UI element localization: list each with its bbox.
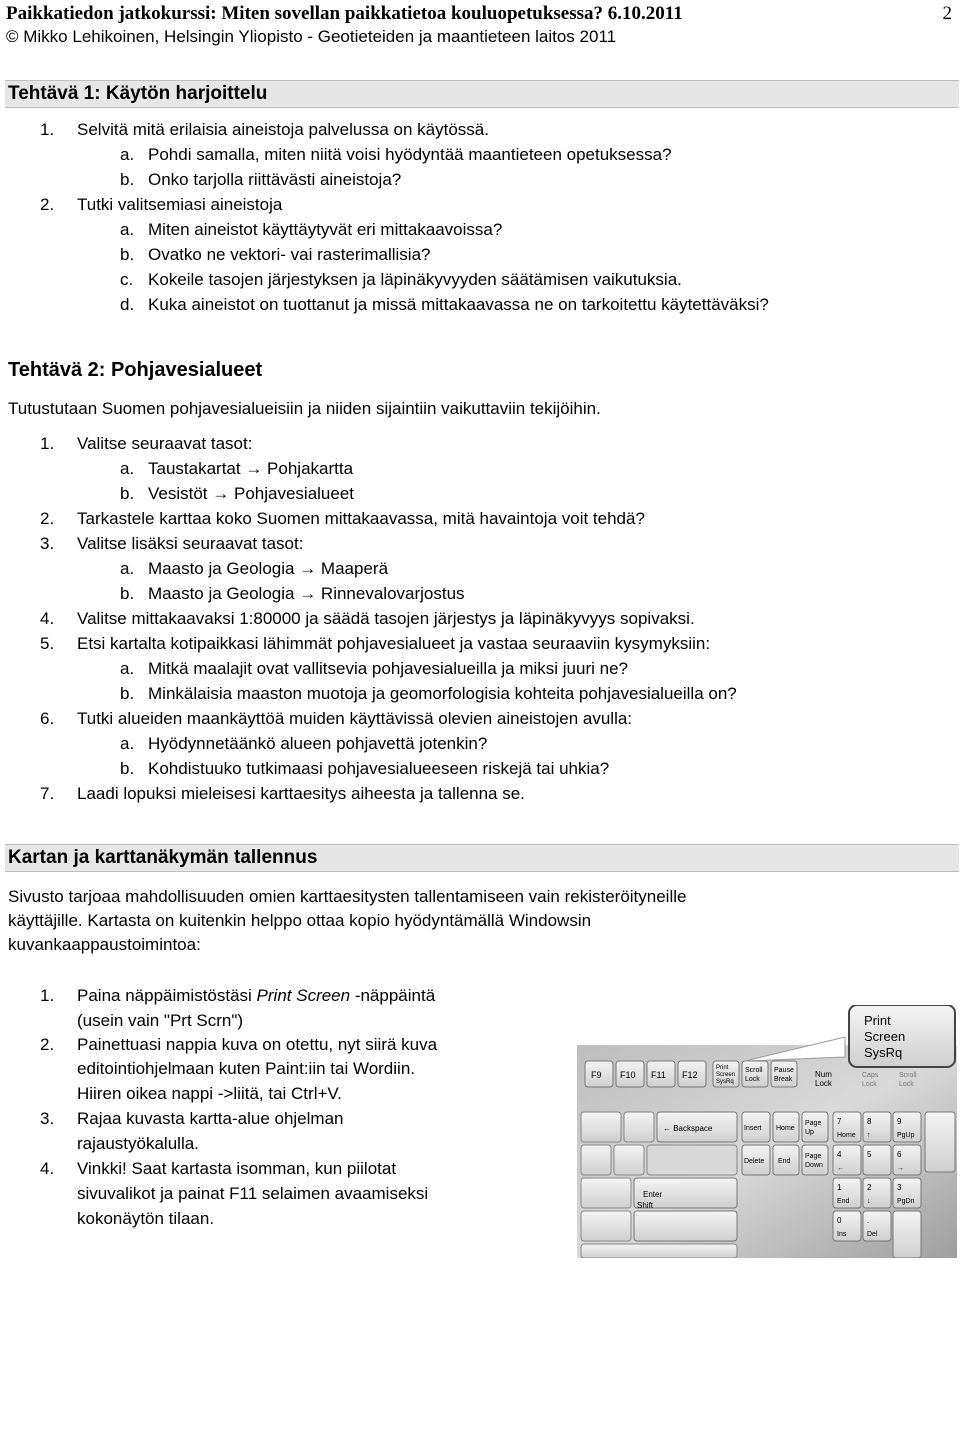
callout-label: Screen <box>864 1029 906 1044</box>
scrolllock-indicator-label: Lock <box>899 1081 914 1088</box>
task2-title: Tehtävä 2: Pohjavesialueet <box>8 359 263 381</box>
shift-label: Shift <box>637 1201 654 1210</box>
numpad-key-function: ↑ <box>867 1132 871 1139</box>
list-item-text: Tutki valitsemiasi aineistoja <box>77 195 283 214</box>
numpad-key-digit: 1 <box>837 1183 842 1192</box>
capslock-label: Caps <box>862 1072 879 1079</box>
capslock-label: Lock <box>862 1081 877 1088</box>
numpad-key-digit: 6 <box>897 1150 902 1159</box>
f9-label: F9 <box>591 1070 602 1080</box>
save-intro-line-1: Sivusto tarjoaa mahdollisuuden omien karttaesitysten tallentamiseen vain rekisteröityneille <box>8 887 687 906</box>
list-item-text: Minkälaisia maaston muotoja ja geomorfologisia kohteita pohjavesialueilla on? <box>148 684 737 703</box>
step-marker: 1. <box>40 986 55 1005</box>
list-item-marker: b. <box>120 684 135 703</box>
list-item-marker: 7. <box>40 784 55 803</box>
list-item-marker: 4. <box>40 609 55 628</box>
key <box>581 1244 737 1258</box>
list-item-text: Vesistöt → Pohjavesialueet <box>148 484 355 503</box>
step-2-line-3: Hiiren oikea nappi ->liitä, tai Ctrl+V. <box>77 1084 342 1103</box>
list-item-text: Valitse seuraavat tasot: <box>77 434 253 453</box>
print-screen-key-label: Print <box>716 1065 729 1071</box>
list-item-text: Kokeile tasojen järjestyksen ja läpinäkyvyyden säätämisen vaikutuksia. <box>148 270 682 289</box>
numpad-key-digit: 9 <box>897 1117 902 1126</box>
scrolllock-indicator-label: Scroll <box>899 1072 917 1079</box>
key <box>581 1145 611 1175</box>
numpad-enter-key <box>893 1211 921 1258</box>
list-item-marker: b. <box>120 245 135 264</box>
step-1-line-1: Paina näppäimistöstäsi Print Screen -näppäintä <box>77 986 436 1005</box>
list-item-marker: 1. <box>40 120 55 139</box>
step-marker: 3. <box>40 1109 55 1128</box>
shift-key <box>634 1211 737 1241</box>
task1-title: Tehtävä 1: Käytön harjoittelu <box>8 83 268 104</box>
key <box>581 1178 631 1208</box>
list-item-marker: a. <box>120 559 135 578</box>
key <box>581 1112 621 1142</box>
numpad-key-function: PgUp <box>897 1132 915 1139</box>
numpad-key-digit: 0 <box>837 1216 842 1225</box>
task2-intro: Tutustutaan Suomen pohjavesialueisiin ja niiden sijaintiin vaikuttaviin tekijöihin. <box>8 399 601 418</box>
scroll-lock-label: Lock <box>745 1076 760 1083</box>
save-heading-bar <box>5 844 959 872</box>
numpad-key-function: → <box>897 1165 904 1172</box>
list-item-text: Maasto ja Geologia → Maaperä <box>148 559 389 578</box>
list-item-marker: 1. <box>40 434 55 453</box>
page-up-key <box>802 1112 828 1142</box>
numpad-key-digit: 4 <box>837 1150 842 1159</box>
f10-label: F10 <box>620 1070 636 1080</box>
numpad-key-function: Ins <box>837 1231 847 1238</box>
author-line: © Mikko Lehikoinen, Helsingin Yliopisto - Geotieteiden ja maantieteen laitos 2011 <box>6 27 617 46</box>
keyboard-illustration <box>577 1005 957 1258</box>
document-title: Paikkatiedon jatkokurssi: Miten sovellan paikkatietoa kouluopetuksessa? 6.10.2011 <box>6 3 683 24</box>
numpad-key-function: ↓ <box>867 1198 871 1205</box>
list-item-marker: 2. <box>40 195 55 214</box>
numpad-key-function: End <box>837 1198 850 1205</box>
numlock-label: Num <box>815 1070 832 1079</box>
list-item-marker: 5. <box>40 634 55 653</box>
backspace-label: ← Backspace <box>663 1124 713 1133</box>
home-label: Home <box>776 1125 795 1132</box>
list-item-marker: a. <box>120 659 135 678</box>
list-item-marker: 6. <box>40 709 55 728</box>
list-item-text: Tarkastele karttaa koko Suomen mittakaavassa, mitä havaintoja voit tehdä? <box>77 509 645 528</box>
list-item-text: Valitse mittakaavaksi 1:80000 ja säädä tasojen järjestys ja läpinäkyvyys sopivaksi. <box>77 609 695 628</box>
list-item-text: Valitse lisäksi seuraavat tasot: <box>77 534 304 553</box>
list-item-text: Laadi lopuksi mieleisesi karttaesitys aiheesta ja tallenna se. <box>77 784 525 803</box>
numpad-key-digit: 3 <box>897 1183 902 1192</box>
list-item-marker: c. <box>120 270 134 289</box>
page-down-label: Page <box>805 1153 822 1160</box>
list-item-marker: 2. <box>40 509 55 528</box>
step-marker: 4. <box>40 1159 55 1178</box>
list-item-text: Ovatko ne vektori- vai rasterimallisia? <box>148 245 431 264</box>
list-item-marker: b. <box>120 584 135 603</box>
callout-label: Print <box>864 1013 891 1028</box>
list-item-marker: a. <box>120 459 135 478</box>
numpad-key-digit: . <box>867 1216 870 1225</box>
scroll-lock-key <box>742 1061 768 1087</box>
numpad-key-digit: 8 <box>867 1117 872 1126</box>
list-item-text: Maasto ja Geologia → Rinnevalovarjostus <box>148 584 465 603</box>
insert-label: Insert <box>744 1125 762 1132</box>
keyboard-svg <box>577 1005 957 1258</box>
step-4-line-2: sivuvalikot ja painat F11 selaimen avaamiseksi <box>77 1184 429 1203</box>
list-item-marker: b. <box>120 759 135 778</box>
step-marker: 2. <box>40 1035 55 1054</box>
step-3-line-1: Rajaa kuvasta kartta-alue ohjelman <box>77 1109 344 1128</box>
key <box>614 1145 644 1175</box>
step-4-line-3: kokonäytön tilaan. <box>77 1209 215 1228</box>
list-item-text: Etsi kartalta kotipaikkasi lähimmät pohjavesialueet ja vastaa seuraaviin kysymyksiin: <box>77 634 711 653</box>
task1-heading-bar <box>5 80 959 108</box>
page-up-label: Up <box>805 1129 814 1136</box>
list-item-text: Onko tarjolla riittävästi aineistoja? <box>148 170 402 189</box>
numpad-key-function: Del <box>867 1231 878 1238</box>
print-screen-key-label: SysRq <box>716 1079 734 1085</box>
list-item-text: Hyödynnetäänkö alueen pohjavettä jotenkin? <box>148 734 488 753</box>
key <box>647 1145 737 1175</box>
delete-label: Delete <box>744 1158 765 1165</box>
save-title: Kartan ja karttanäkymän tallennus <box>8 847 318 868</box>
page-header <box>6 2 956 48</box>
save-intro-line-3: kuvankaappaustoimintoa: <box>8 935 201 954</box>
numpad-key-digit: 7 <box>837 1117 842 1126</box>
step-2-line-1: Painettuasi nappia kuva on otettu, nyt siirä kuva <box>77 1035 438 1054</box>
list-item-text: Kohdistuuko tutkimaasi pohjavesialueeseen riskejä tai uhkia? <box>148 759 610 778</box>
main-key-block <box>581 1112 737 1258</box>
list-item-text: Taustakartat → Pohjakartta <box>148 459 354 478</box>
numpad-plus-key <box>925 1112 955 1172</box>
numpad-key-function: Home <box>837 1132 856 1139</box>
numlock-label: Lock <box>815 1079 832 1088</box>
step-3-line-2: rajaustyökalulla. <box>77 1134 199 1153</box>
step-1-line-2: (usein vain "Prt Scrn") <box>77 1011 244 1030</box>
list-item-marker: b. <box>120 170 135 189</box>
end-label: End <box>778 1158 791 1165</box>
list-item-text: Tutki alueiden maankäyttöä muiden käyttävissä olevien aineistojen avulla: <box>77 709 633 728</box>
numpad-key-digit: 5 <box>867 1150 872 1159</box>
system-key-row <box>713 1061 797 1087</box>
page-down-key <box>802 1145 828 1175</box>
pause-break-label: Pause <box>774 1067 794 1074</box>
list-item-marker: d. <box>120 295 135 314</box>
step-4-line-1: Vinkki! Saat kartasta isomman, kun piilotat <box>77 1159 397 1178</box>
page-down-label: Down <box>805 1162 823 1169</box>
f12-label: F12 <box>682 1070 698 1080</box>
list-item-marker: a. <box>120 220 135 239</box>
f11-label: F11 <box>651 1070 666 1080</box>
enter-label: Enter <box>643 1190 663 1199</box>
print-screen-key-name: Print Screen <box>256 986 351 1005</box>
list-item-text: Kuka aineistot on tuottanut ja missä mittakaavassa ne on tarkoitettu käytettäväksi? <box>148 295 769 314</box>
key <box>624 1112 654 1142</box>
page-up-label: Page <box>805 1120 822 1127</box>
list-item-text: Miten aineistot käyttäytyvät eri mittakaavoissa? <box>148 220 503 239</box>
save-intro-line-2: käyttäjille. Kartasta on kuitenkin helppo ottaa kopio hyödyntämällä Windowsin <box>8 911 592 930</box>
list-item-marker: a. <box>120 734 135 753</box>
numpad-key-digit: 2 <box>867 1183 872 1192</box>
list-item-text: Pohdi samalla, miten niitä voisi hyödyntää maantieteen opetuksessa? <box>148 145 672 164</box>
callout-label: SysRq <box>864 1045 903 1060</box>
step-2-line-2: editointiohjelmaan kuten Paint:iin tai Wordiin. <box>77 1059 415 1078</box>
list-item-marker: a. <box>120 145 135 164</box>
list-item-text: Selvitä mitä erilaisia aineistoja palvelussa on käytössä. <box>77 120 489 139</box>
list-item-marker: b. <box>120 484 135 503</box>
numpad-key-function: ← <box>837 1165 844 1172</box>
pause-break-label: Break <box>774 1076 793 1083</box>
key <box>581 1211 631 1241</box>
pause-break-key <box>771 1061 797 1087</box>
print-screen-key-label: Screen <box>716 1072 736 1078</box>
page-number: 2 <box>942 3 952 24</box>
numpad-key-function: PgDn <box>897 1198 915 1205</box>
scroll-lock-label: Scroll <box>745 1067 763 1074</box>
list-item-text: Mitkä maalajit ovat vallitsevia pohjavesialueilla ja miksi juuri ne? <box>148 659 628 678</box>
list-item-marker: 3. <box>40 534 55 553</box>
